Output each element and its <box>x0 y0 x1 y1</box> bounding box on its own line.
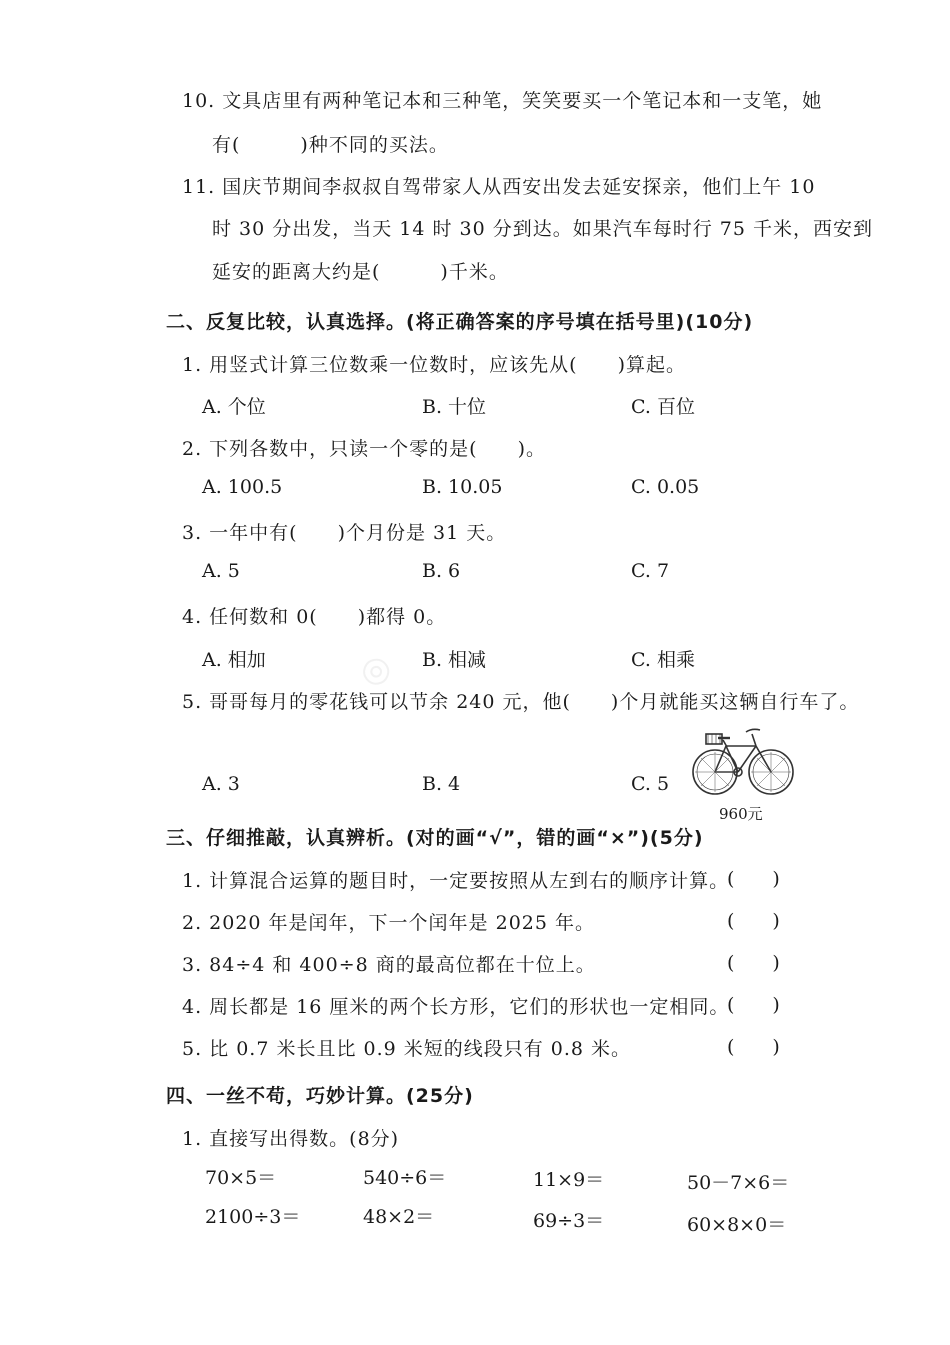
choice-question-1: 1. 用竖式计算三位数乘一位数时，应该先从( )算起。 <box>182 354 686 376</box>
calc-r1-c2: 540÷6＝ <box>363 1167 447 1189</box>
choice-1-option-b: B. 十位 <box>422 396 487 418</box>
calc-r2-c4: 60×8×0＝ <box>687 1214 787 1236</box>
calc-r1-c1: 70×5＝ <box>205 1167 277 1189</box>
choice-4-option-b: B. 相减 <box>422 649 487 671</box>
watermark: ◎ <box>350 645 400 695</box>
calc-r2-c3: 69÷3＝ <box>533 1210 605 1232</box>
choice-1-option-a: A. 个位 <box>202 396 266 418</box>
question-10-line1: 10. 文具店里有两种笔记本和三种笔，笑笑要买一个笔记本和一支笔，她 <box>182 90 823 112</box>
calc-r1-c4: 50－7×6＝ <box>687 1172 790 1194</box>
choice-2-option-a: A. 100.5 <box>202 476 283 498</box>
choice-4-option-c: C. 相乘 <box>631 649 695 671</box>
question-11-line2: 时 30 分出发，当天 14 时 30 分到达。如果汽车每时行 75 千米，西安到 <box>212 218 874 240</box>
section-2-title: 二、反复比较，认真选择。(将正确答案的序号填在括号里)(10分) <box>166 311 754 333</box>
choice-3-option-b: B. 6 <box>422 560 461 582</box>
choice-3-option-c: C. 7 <box>631 560 670 582</box>
choice-5-option-c: C. 5 <box>631 773 670 795</box>
judge-answer-4[interactable]: ( ) <box>727 994 780 1016</box>
bicycle-icon <box>690 716 796 800</box>
choice-5-option-b: B. 4 <box>422 773 461 795</box>
judge-item-2: 2. 2020 年是闰年，下一个闰年是 2025 年。 <box>182 912 595 934</box>
choice-question-3: 3. 一年中有( )个月份是 31 天。 <box>182 522 507 544</box>
judge-item-4: 4. 周长都是 16 厘米的两个长方形，它们的形状也一定相同。 <box>182 996 730 1018</box>
question-11-line1: 11. 国庆节期间李叔叔自驾带家人从西安出发去延安探亲，他们上午 10 <box>182 176 816 198</box>
choice-3-option-a: A. 5 <box>202 560 240 582</box>
judge-item-1: 1. 计算混合运算的题目时，一定要按照从左到右的顺序计算。 <box>182 870 730 892</box>
choice-2-option-c: C. 0.05 <box>631 476 700 498</box>
choice-question-2: 2. 下列各数中，只读一个零的是( )。 <box>182 438 546 460</box>
choice-5-option-a: A. 3 <box>202 773 240 795</box>
choice-4-option-a: A. 相加 <box>202 649 266 671</box>
calc-r2-c2: 48×2＝ <box>363 1206 435 1228</box>
section-4-title: 四、一丝不苟，巧妙计算。(25分) <box>166 1085 474 1107</box>
choice-2-option-b: B. 10.05 <box>422 476 503 498</box>
judge-item-5: 5. 比 0.7 米长且比 0.9 米短的线段只有 0.8 米。 <box>182 1038 632 1060</box>
choice-1-option-c: C. 百位 <box>631 396 695 418</box>
calc-r1-c3: 11×9＝ <box>533 1169 605 1191</box>
question-10-line2: 有( )种不同的买法。 <box>212 134 449 156</box>
judge-answer-1[interactable]: ( ) <box>727 868 780 890</box>
judge-answer-2[interactable]: ( ) <box>727 910 780 932</box>
section-3-title: 三、仔细推敲，认真辨析。(对的画“√”，错的画“×”)(5分) <box>166 827 704 849</box>
choice-question-4: 4. 任何数和 0( )都得 0。 <box>182 606 447 628</box>
judge-answer-3[interactable]: ( ) <box>727 952 780 974</box>
bike-price-label: 960元 <box>719 805 763 823</box>
calc-r2-c1: 2100÷3＝ <box>205 1206 301 1228</box>
choice-question-5: 5. 哥哥每月的零花钱可以节余 240 元，他( )个月就能买这辆自行车了。 <box>182 691 860 713</box>
question-11-line3: 延安的距离大约是( )千米。 <box>212 261 509 283</box>
judge-item-3: 3. 84÷4 和 400÷8 商的最高位都在十位上。 <box>182 954 596 976</box>
sub-question-1: 1. 直接写出得数。(8分) <box>182 1128 400 1150</box>
judge-answer-5[interactable]: ( ) <box>727 1036 780 1058</box>
